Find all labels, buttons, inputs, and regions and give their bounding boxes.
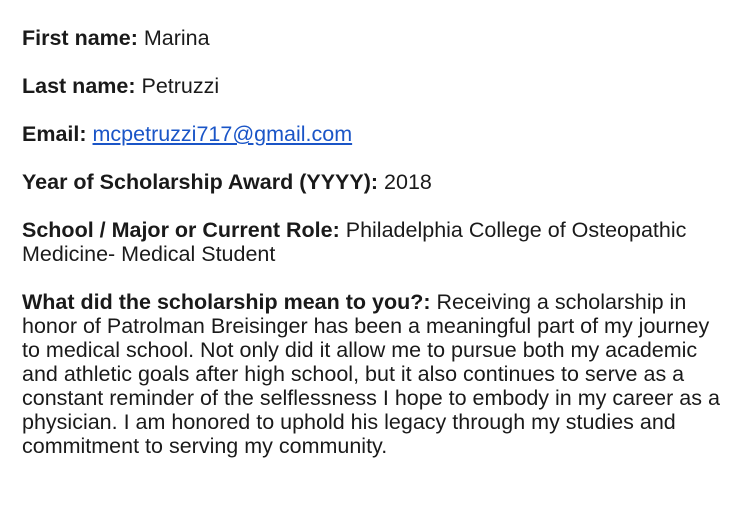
scholarship-meaning-value: Receiving a scholarship in honor of Patrolman Breisinger has been a meaningful part of my journey to medical school. Not only did it allow me to pursue both my academic and athletic goals after high school, but it also continues to serve as a constant reminder of the selflessness I hope to embody in my career as a physician. I am honored to uphold his legacy through my studies and commitment to serving my community. — [22, 290, 720, 458]
scholarship-meaning-field — [22, 290, 727, 458]
scholarship-entry — [22, 26, 727, 482]
email-label: Email: — [22, 122, 87, 146]
scholarship-meaning-label: What did the scholarship mean to you?: — [22, 290, 431, 314]
year-value: 2018 — [384, 170, 432, 194]
email-link[interactable]: mcpetruzzi717@gmail.com — [92, 122, 353, 146]
email-field — [22, 122, 727, 146]
first-name-value: Marina — [143, 26, 210, 50]
school-value: Philadelphia College of Osteopathic Medicine- Medical Student — [22, 218, 687, 266]
first-name-field — [22, 26, 727, 50]
last-name-field — [22, 74, 727, 98]
year-label: Year of Scholarship Award (YYYY): — [22, 170, 379, 194]
school-label: School / Major or Current Role: — [22, 218, 340, 242]
school-field — [22, 218, 727, 266]
year-field — [22, 170, 727, 194]
last-name-label: Last name: — [22, 74, 136, 98]
last-name-value: Petruzzi — [141, 74, 220, 98]
first-name-label: First name: — [22, 26, 138, 50]
